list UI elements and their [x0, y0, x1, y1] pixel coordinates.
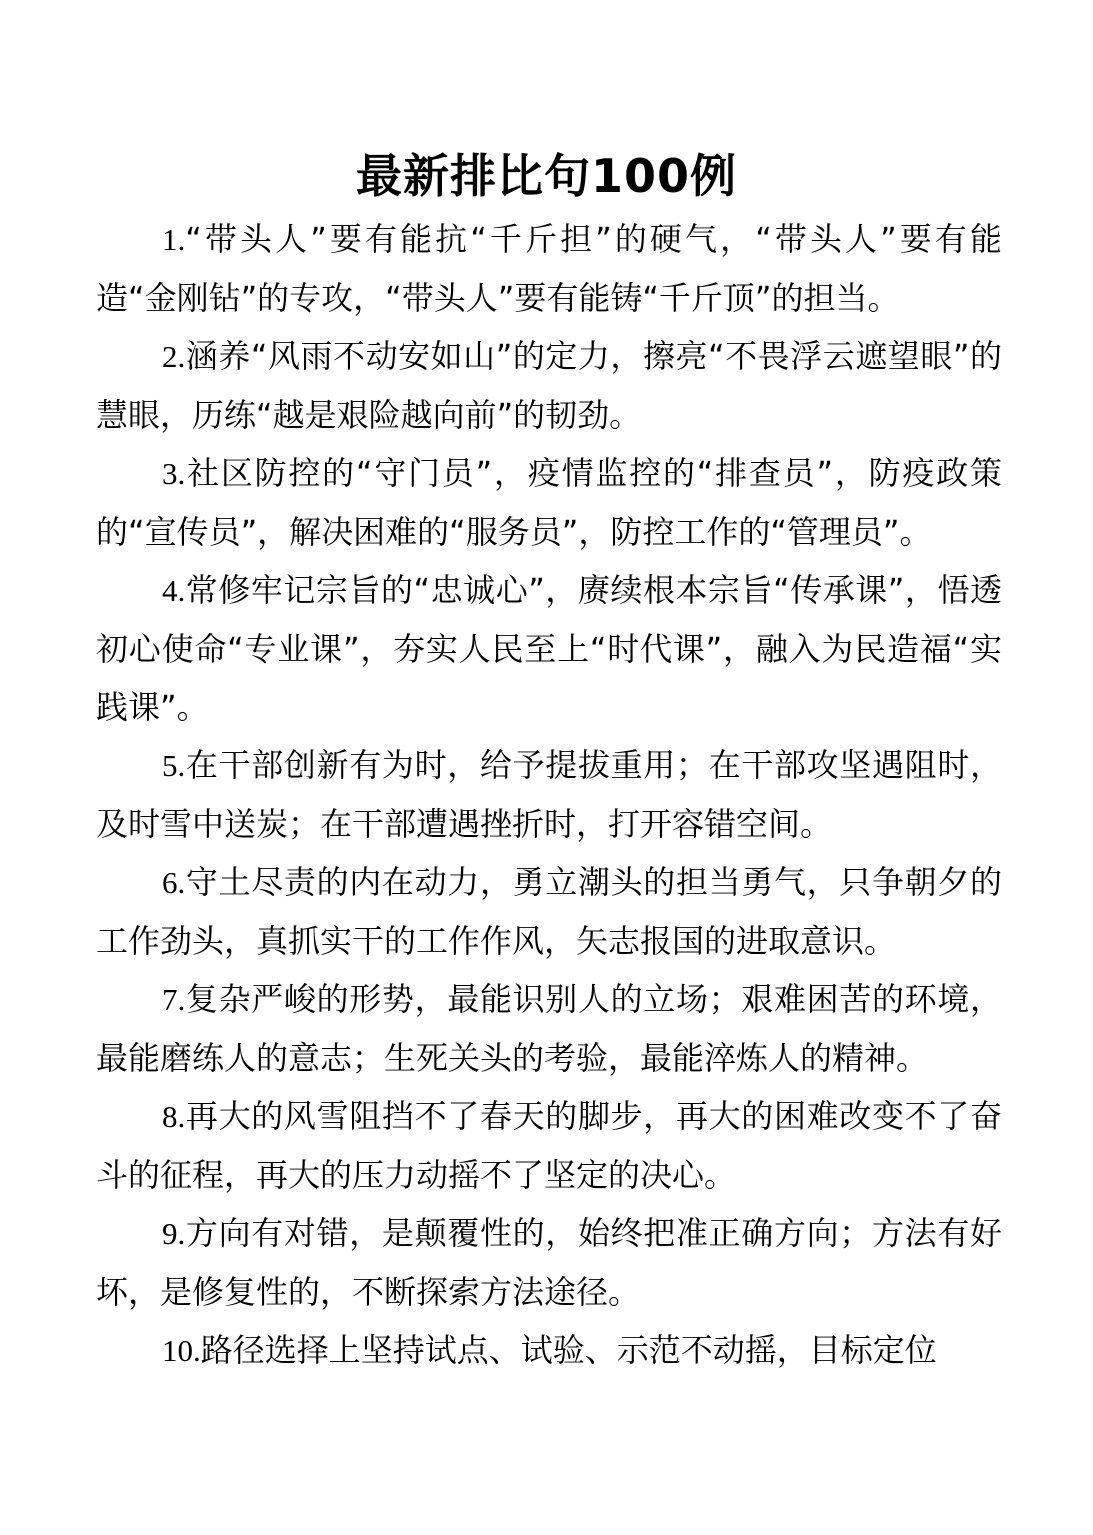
item-number: 1.: [162, 222, 186, 257]
item-text: 复杂严峻的形势，最能识别人的立场；艰难困苦的环境，最能磨练人的意志；生死关头的考验，最能淬炼人的精神。: [96, 980, 1002, 1077]
item-number: 2.: [162, 339, 186, 374]
item-text: 守土尽责的内在动力，勇立潮头的担当勇气，只争朝夕的工作劲头，真抓实干的工作作风，矢志报国的进取意识。: [96, 863, 1002, 960]
item-text: 路径选择上坚持试点、试验、示范不动摇，目标定位: [200, 1331, 937, 1369]
list-item: [96, 736, 1002, 853]
list-item: [96, 1321, 1002, 1380]
item-text: 在干部创新有为时，给予提拔重用；在干部攻坚遇阻时，及时雪中送炭；在干部遭遇挫折时，打开容错空间。: [96, 746, 1002, 843]
list-item: [96, 853, 1002, 970]
list-item: [96, 1087, 1002, 1204]
item-text: 社区防控的“守门员”，疫情监控的“排查员”，防疫政策的“宣传员”，解决困难的“服务员”，防控工作的“管理员”。: [96, 454, 1002, 551]
item-number: 5.: [162, 748, 186, 783]
item-number: 3.: [162, 456, 186, 491]
item-text: “带头人”要有能抗“千斤担”的硬气，“带头人”要有能造“金刚钻”的专攻，“带头人”要有能铸“千斤顶”的担当。: [96, 220, 1002, 317]
item-number: 9.: [162, 1216, 186, 1251]
item-text: 常修牢记宗旨的“忠诚心”，赓续根本宗旨“传承课”，悟透初心使命“专业课”，夯实人民至上“时代课”，融入为民造福“实践课”。: [96, 571, 1002, 726]
item-text: 涵养“风雨不动安如山”的定力，擦亮“不畏浮云遮望眼”的慧眼，历练“越是艰险越向前”的韧劲。: [96, 337, 1002, 434]
document-body: [96, 210, 1002, 1380]
item-number: 8.: [162, 1099, 186, 1134]
list-item: [96, 970, 1002, 1087]
list-item: [96, 1204, 1002, 1321]
list-item: [96, 210, 1002, 327]
list-item: [96, 444, 1002, 561]
list-item: [96, 561, 1002, 736]
item-number: 6.: [162, 865, 186, 900]
item-text: 再大的风雪阻挡不了春天的脚步，再大的困难改变不了奋斗的征程，再大的压力动摇不了坚定的决心。: [96, 1097, 1002, 1194]
item-number: 4.: [162, 573, 186, 608]
list-item: [96, 327, 1002, 444]
document-title: 最新排比句100例: [355, 149, 738, 203]
item-number: 10.: [162, 1333, 201, 1368]
item-text: 方向有对错，是颠覆性的，始终把准正确方向；方法有好坏，是修复性的，不断探索方法途径。: [96, 1214, 1002, 1311]
item-number: 7.: [162, 982, 186, 1017]
